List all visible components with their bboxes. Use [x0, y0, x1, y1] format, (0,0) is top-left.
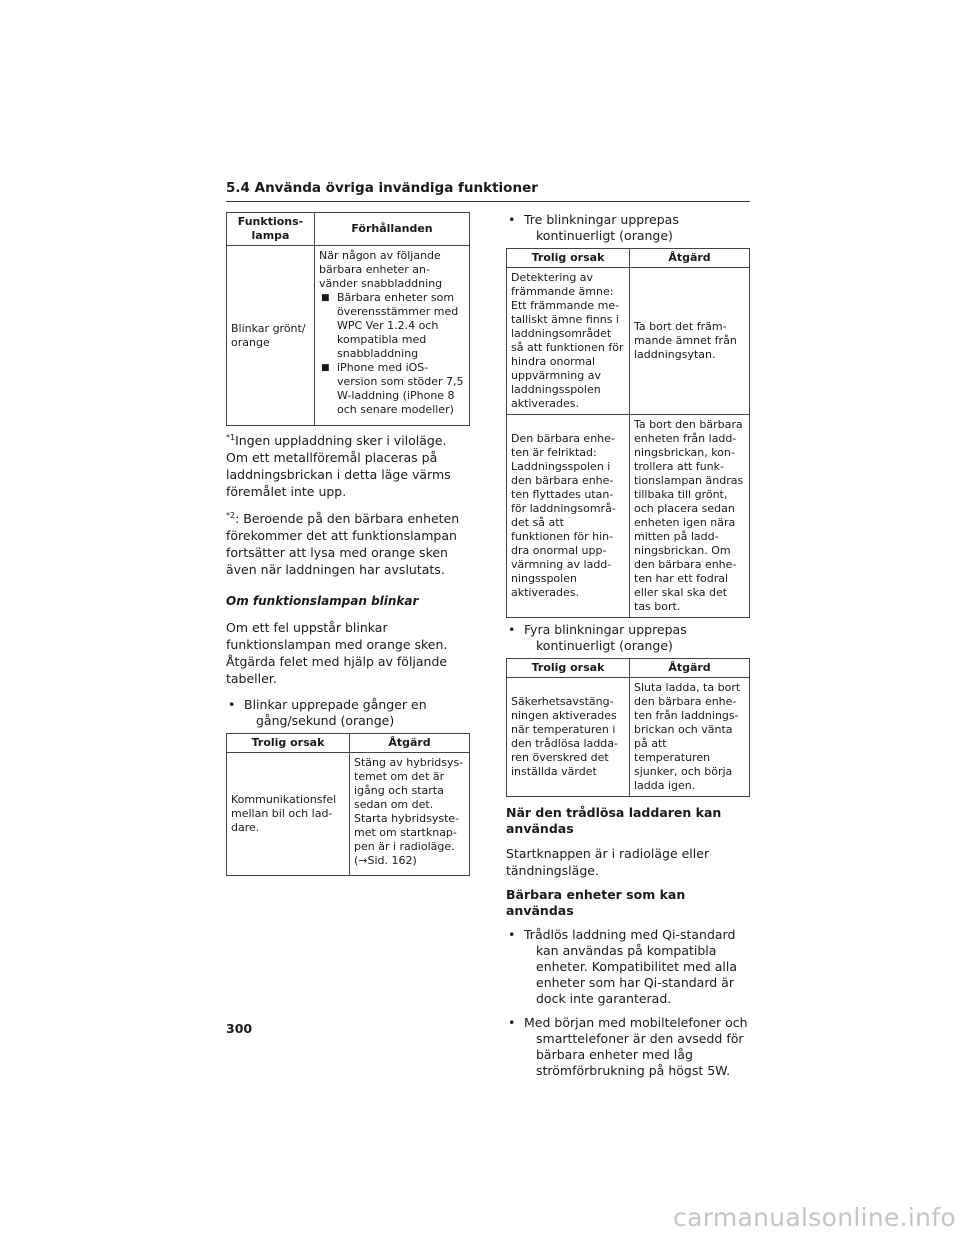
cause-cell: Den bärbara enhe-ten är felriktad: Laddningsspolen i den bärbara enhe-ten flyttades utan-för laddningsområ-det så att funktionen för hin-dra onormal upp-värmning av ladd-ningsspolen aktiverades.: [507, 415, 630, 618]
action-cell: Ta bort den bärbara enheten från ladd-ningsbrickan, kon-trollera att funk-tionslampan ändras tillbaka till grönt, och placera sedan enheten igen nära mitten på ladd-ningsbrickan. Om den bärbara enhe-ten har ett fodral eller skal ska det tas bort.: [630, 415, 750, 618]
table-header-conditions: Förhållanden: [315, 213, 470, 246]
bullet-icon: •: [508, 1015, 516, 1030]
devices-heading: Bärbara enheter som kan användas: [506, 887, 686, 918]
cause-cell: Säkerhetsavstäng-ningen aktiverades när temperaturen i den trådlösa ladda-ren överskred det inställda värdet: [507, 678, 630, 797]
footnote-1: [226, 432, 470, 500]
list-item: [226, 697, 470, 729]
blink-paragraph: Om ett fel uppstår blinkar funktionslampan med orange sken. Åtgärda felet med hjälp av följande tabeller.: [226, 620, 448, 686]
blink-heading: Om funktionslampan blinkar: [226, 594, 419, 608]
table-header-cause: Trolig orsak: [507, 249, 630, 268]
table-row: [507, 268, 750, 415]
fault-table-2: [506, 248, 750, 618]
conditions-intro: När någon av följande bärbara enheter an-vänder snabbladdning: [319, 249, 443, 290]
table-header-action: Åtgärd: [630, 249, 750, 268]
conditions-cell: [315, 246, 470, 426]
table-row: [507, 415, 750, 618]
usage-heading: När den trådlösa laddaren kan användas: [506, 805, 722, 836]
list-item-text: Med början med mobiltelefoner och smarttelefoner är den avsedd för bärbara enheter med låg strömförbrukning på högst 5W.: [524, 1015, 748, 1078]
list-item: [319, 361, 465, 417]
table-header-cause: Trolig orsak: [507, 659, 630, 678]
list-item-text: Fyra blinkningar upprepas kontinuerligt (orange): [524, 622, 687, 653]
usage-paragraph: Startknappen är i radioläge eller tändningsläge.: [506, 846, 710, 878]
action-cell: Ta bort det främ-mande ämnet från laddningsytan.: [630, 268, 750, 415]
list-item: [506, 622, 750, 654]
footnote-text: : Beroende på den bärbara enheten förekommer det att funktionslampan fortsätter att lysa med orange sken även när laddningen har avslutats.: [226, 511, 460, 577]
action-cell: Stäng av hybridsys-temet om det är igång och starta sedan om det. Starta hybridsyste-met om startknap-pen är i radioläge. (→Sid. 162): [350, 753, 470, 876]
list-item-text: Blinkar upprepade gånger en gång/sekund (orange): [244, 697, 427, 728]
bullet-icon: •: [228, 697, 236, 712]
right-column: [506, 212, 750, 1079]
list-item: [506, 1015, 750, 1079]
page-number: 300: [226, 1021, 253, 1036]
list-item-text: Bärbara enheter som överensstämmer med WPC Ver 1.2.4 och kompatibla med snabbladdning: [337, 291, 459, 360]
list-item: [506, 212, 750, 244]
square-bullet-icon: ■: [321, 363, 330, 373]
table-header-action: Åtgärd: [630, 659, 750, 678]
bullet-icon: •: [508, 622, 516, 637]
section-header: [226, 179, 750, 202]
list-item: [319, 291, 465, 361]
footnote-mark: *1: [226, 432, 236, 442]
square-bullet-icon: ■: [321, 293, 330, 303]
cause-cell: Detektering av främmande ämne: Ett främmande me-talliskt ämne finns i laddningsområdet så att funktionen för hindra onormal uppvärmning av laddningsspolen aktiverades.: [507, 268, 630, 415]
table-row: [227, 246, 470, 426]
bullet-icon: •: [508, 927, 516, 942]
left-column: [226, 212, 470, 876]
watermark: carmanualsonline.info: [673, 1203, 956, 1232]
fault-table-3: [506, 658, 750, 797]
action-cell: Sluta ladda, ta bort den bärbara enhe-ten från laddnings-brickan och vänta på att temperaturen sjunker, och börja ladda igen.: [630, 678, 750, 797]
lamp-cell: Blinkar grönt/ orange: [227, 246, 315, 426]
table-header-lamp: Funktions- lampa: [227, 213, 315, 246]
table-header-action: Åtgärd: [350, 734, 470, 753]
list-item-text: iPhone med iOS-version som stöder 7,5 W-laddning (iPhone 8 och senare modeller): [337, 361, 464, 416]
table-row: [227, 753, 470, 876]
cause-cell: Kommunikationsfel mellan bil och lad-dare.: [227, 753, 350, 876]
list-item: [506, 927, 750, 1007]
footnote-text: Ingen uppladdning sker i viloläge. Om ett metallföremål placeras på laddningsbrickan i detta läge värms föremålet inte upp.: [226, 433, 451, 499]
bullet-icon: •: [508, 212, 516, 227]
section-title: 5.4 Använda övriga invändiga funktioner: [226, 180, 538, 196]
footnote-2: [226, 510, 470, 578]
list-item-text: Trådlös laddning med Qi-standard kan användas på kompatibla enheter. Kompatibilitet med alla enheter som har Qi-standard är dock inte garanterad.: [524, 927, 737, 1006]
table-row: [507, 678, 750, 797]
lamp-status-table: [226, 212, 470, 426]
list-item-text: Tre blinkningar upprepas kontinuerligt (orange): [524, 212, 679, 243]
fault-table-1: [226, 733, 470, 876]
footnote-mark: *2: [226, 510, 236, 520]
table-header-cause: Trolig orsak: [227, 734, 350, 753]
